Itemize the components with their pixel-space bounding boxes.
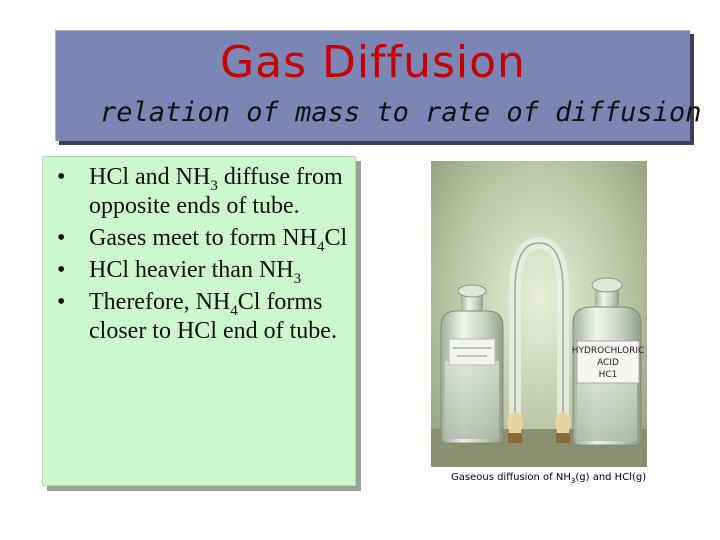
ammonia-bottle	[441, 285, 503, 443]
bullet-item-2: • Gases meet to form $NH_4Cl$	[57, 225, 348, 255]
bullet-marker: •	[57, 164, 66, 190]
hcl-label-line-1: HYDROCHLORIC	[571, 346, 645, 356]
hcl-label-line-3: HC1	[598, 370, 618, 380]
photo-caption: Gaseous diffusion of $NH_3(g)$ and HCl(g)	[451, 472, 647, 485]
cotton-plug-left	[507, 412, 523, 434]
slide-subtitle: relation of mass to rate of diffusion	[100, 97, 702, 128]
bullet-marker: •	[57, 289, 66, 315]
hydrochloric-acid-bottle	[572, 278, 645, 445]
bullet-text-box	[42, 156, 356, 486]
bullet-marker: •	[57, 225, 66, 251]
u-tube	[515, 243, 563, 441]
bullet-list	[43, 163, 355, 349]
slide-title: Gas Diffusion	[220, 37, 526, 88]
bullet-item-3: • HCl heavier than $NH_3$	[57, 257, 302, 287]
bullet-item-1: • HCl and $NH_3$ diffuse from opposite ends of tube.	[57, 164, 343, 219]
hcl-label-line-2: ACID	[597, 358, 619, 368]
title-banner	[55, 30, 702, 141]
cotton-plug-right	[555, 412, 571, 434]
diffusion-photo	[431, 161, 647, 467]
diffusion-apparatus-illustration	[431, 161, 647, 467]
bullet-item-4: • Therefore, $NH_4Cl$ forms closer to HCl end of tube.	[57, 289, 337, 344]
bullet-marker: •	[57, 257, 66, 283]
